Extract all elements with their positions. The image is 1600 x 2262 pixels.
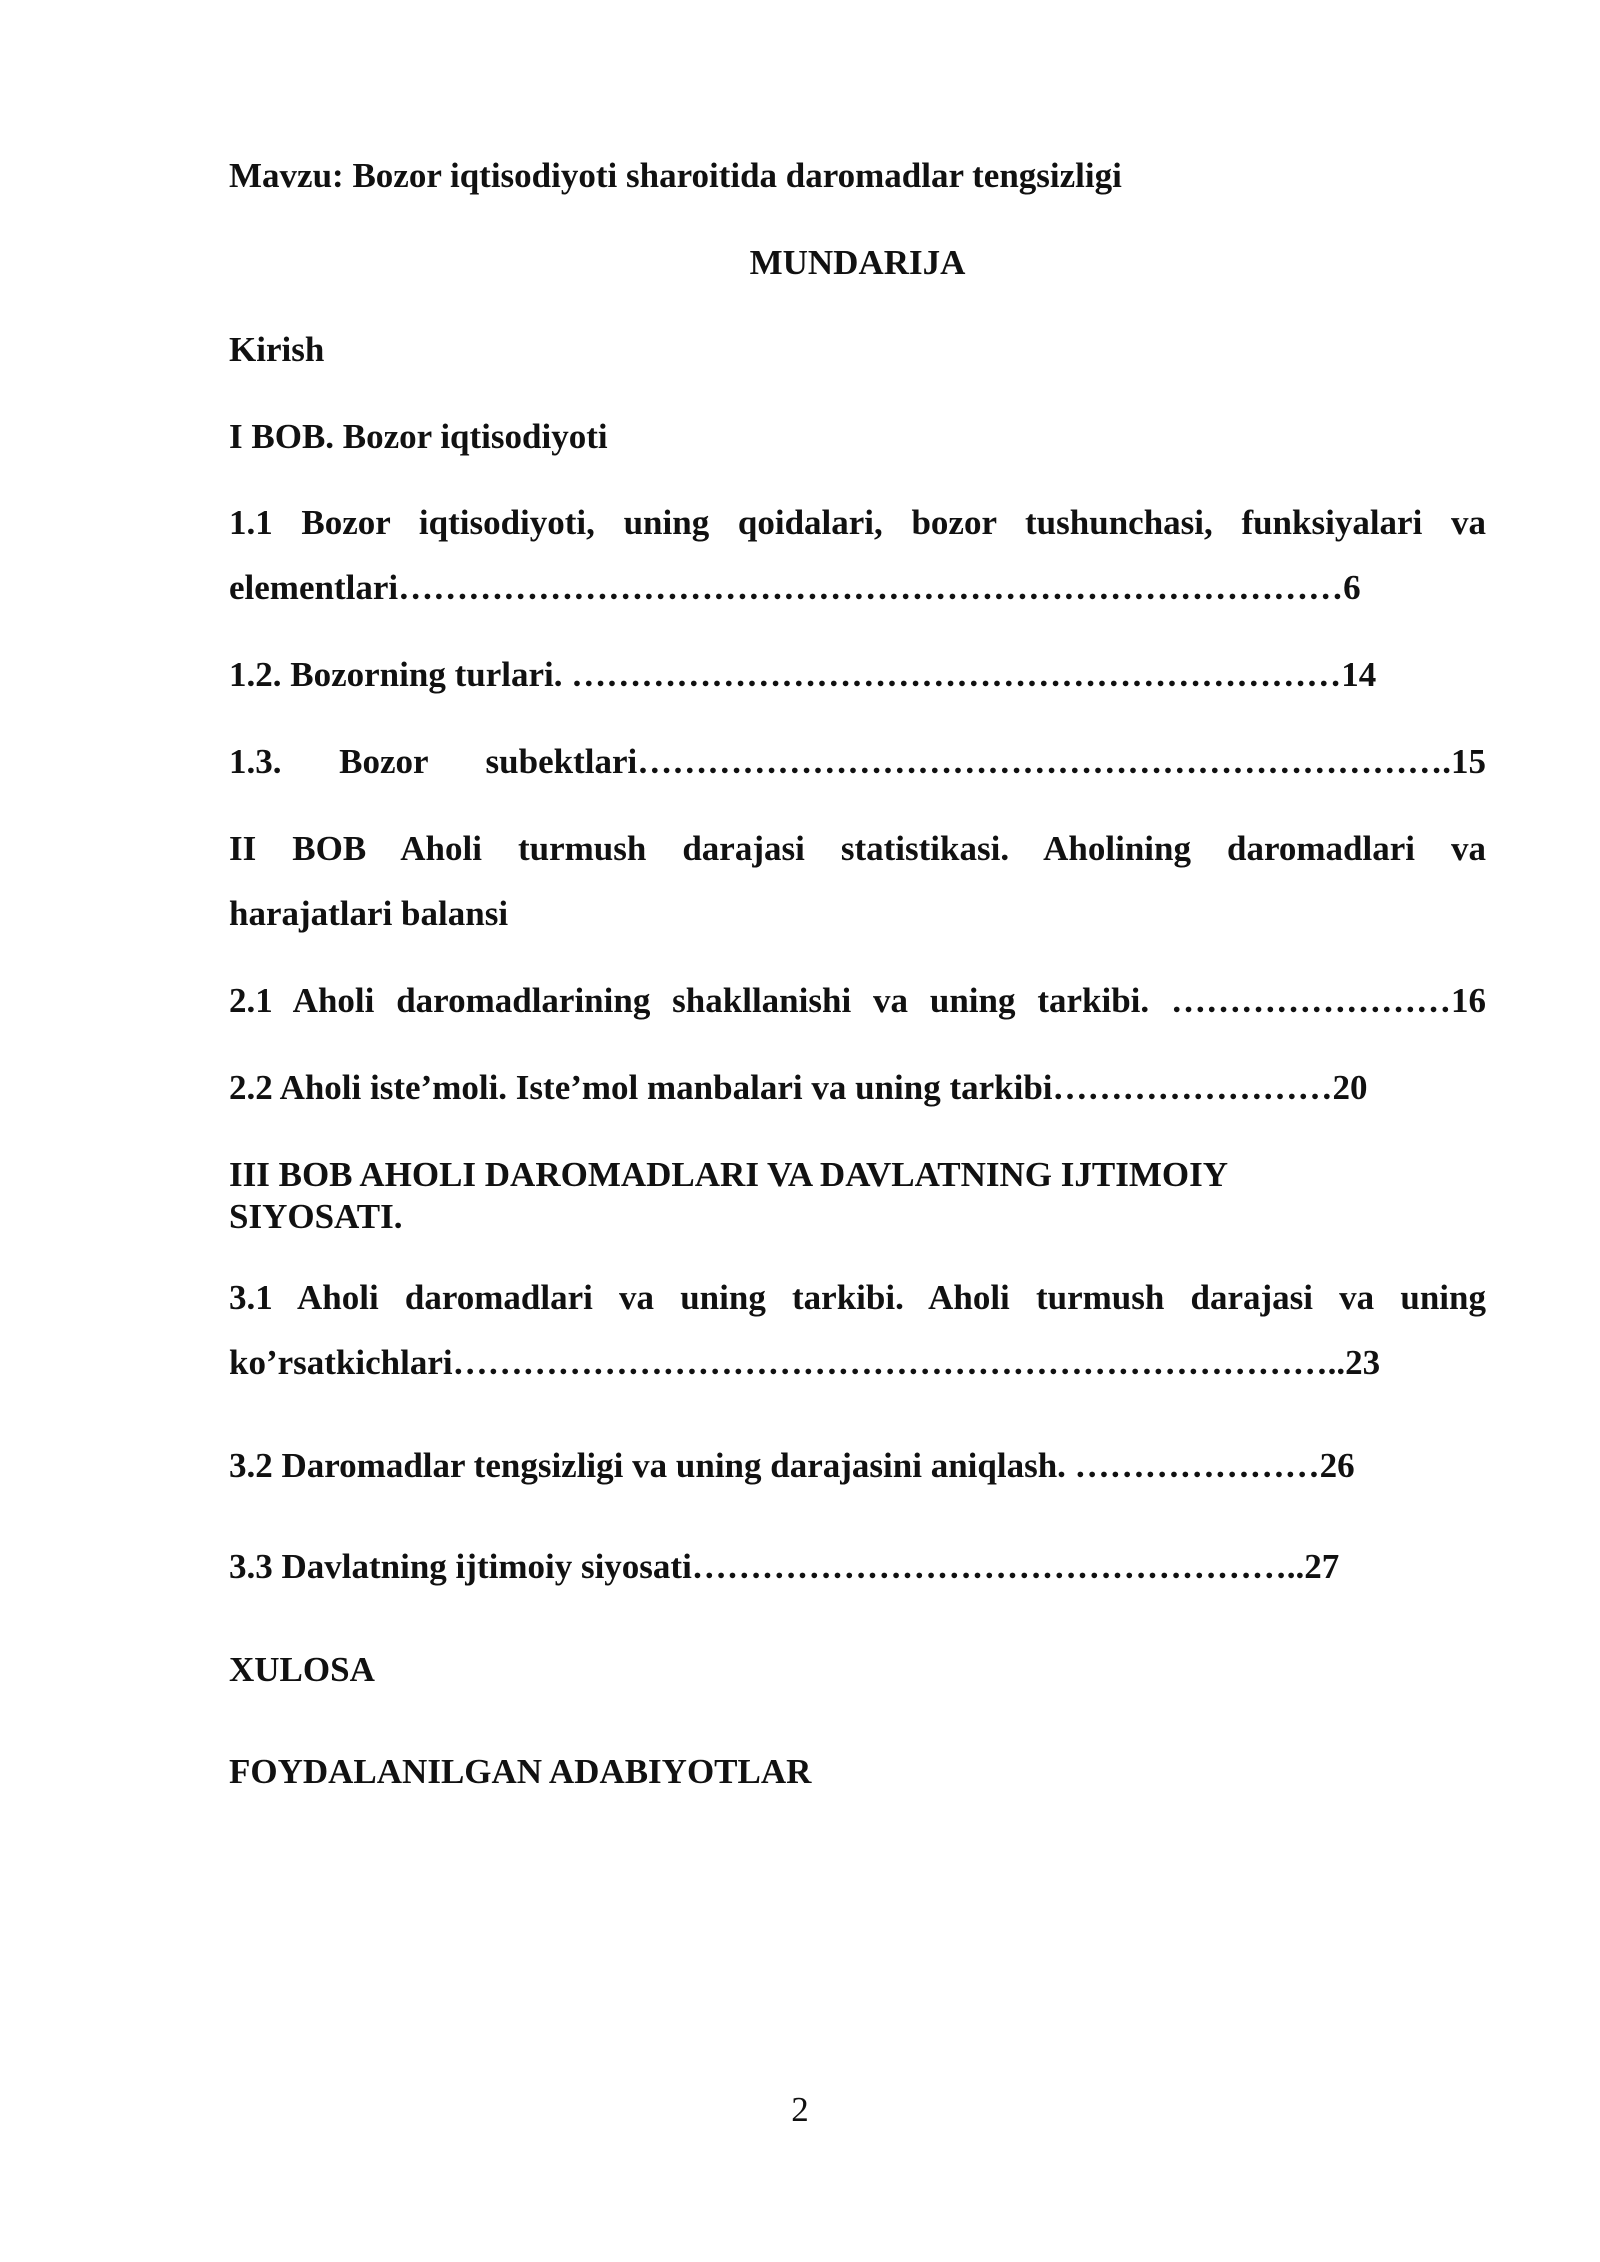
toc-entry-1-2: 1.2. Bozorning turlari. …………………………………………………………14 <box>229 655 1377 694</box>
toc-entry-3-3: 3.3 Davlatning ijtimoiy siyosati……………………………………………..27 <box>229 1547 1340 1586</box>
toc-heading: MUNDARIJA <box>749 243 966 282</box>
toc-entry-chapter-3-line-2: SIYOSATI. <box>229 1197 403 1236</box>
toc-entry-1-1-line-1: 1.1 Bozor iqtisodiyoti, uning qoidalari, bozor tushunchasi, funksiyalari va <box>229 503 1486 542</box>
toc-entry-conclusion: XULOSA <box>229 1650 375 1689</box>
toc-entry-2-2: 2.2 Aholi iste’moli. Iste’mol manbalari va uning tarkibi……………………20 <box>229 1068 1368 1107</box>
toc-entry-3-1-line-2: ko’rsatkichlari…………………………………………………………………..23 <box>229 1343 1381 1382</box>
page-number: 2 <box>791 2090 809 2129</box>
toc-entry-introduction: Kirish <box>229 330 325 369</box>
toc-entry-chapter-2-line-1: II BOB Aholi turmush darajasi statistikasi. Aholining daromadlari va <box>229 829 1486 868</box>
toc-entry-chapter-2-line-2: harajatlari balansi <box>229 894 509 933</box>
toc-entry-chapter-1: I BOB. Bozor iqtisodiyoti <box>229 417 608 456</box>
toc-entry-1-1-line-2: elementlari………………………………………………………………………6 <box>229 568 1361 607</box>
toc-entry-3-1-line-1: 3.1 Aholi daromadlari va uning tarkibi. Aholi turmush darajasi va uning <box>229 1278 1486 1317</box>
topic-line: Mavzu: Bozor iqtisodiyoti sharoitida daromadlar tengsizligi <box>229 156 1122 195</box>
toc-entry-2-1: 2.1 Aholi daromadlarining shakllanishi va uning tarkibi. ……………………16 <box>229 981 1486 1020</box>
toc-entry-1-3: 1.3. Bozor subektlari…………………………………………………………….15 <box>229 742 1486 781</box>
toc-entry-references: FOYDALANILGAN ADABIYOTLAR <box>229 1752 812 1791</box>
toc-entry-chapter-3-line-1: III BOB AHOLI DAROMADLARI VA DAVLATNING IJTIMOIY <box>229 1155 1228 1194</box>
toc-entry-3-2: 3.2 Daromadlar tengsizligi va uning darajasini aniqlash. …………………26 <box>229 1446 1355 1485</box>
